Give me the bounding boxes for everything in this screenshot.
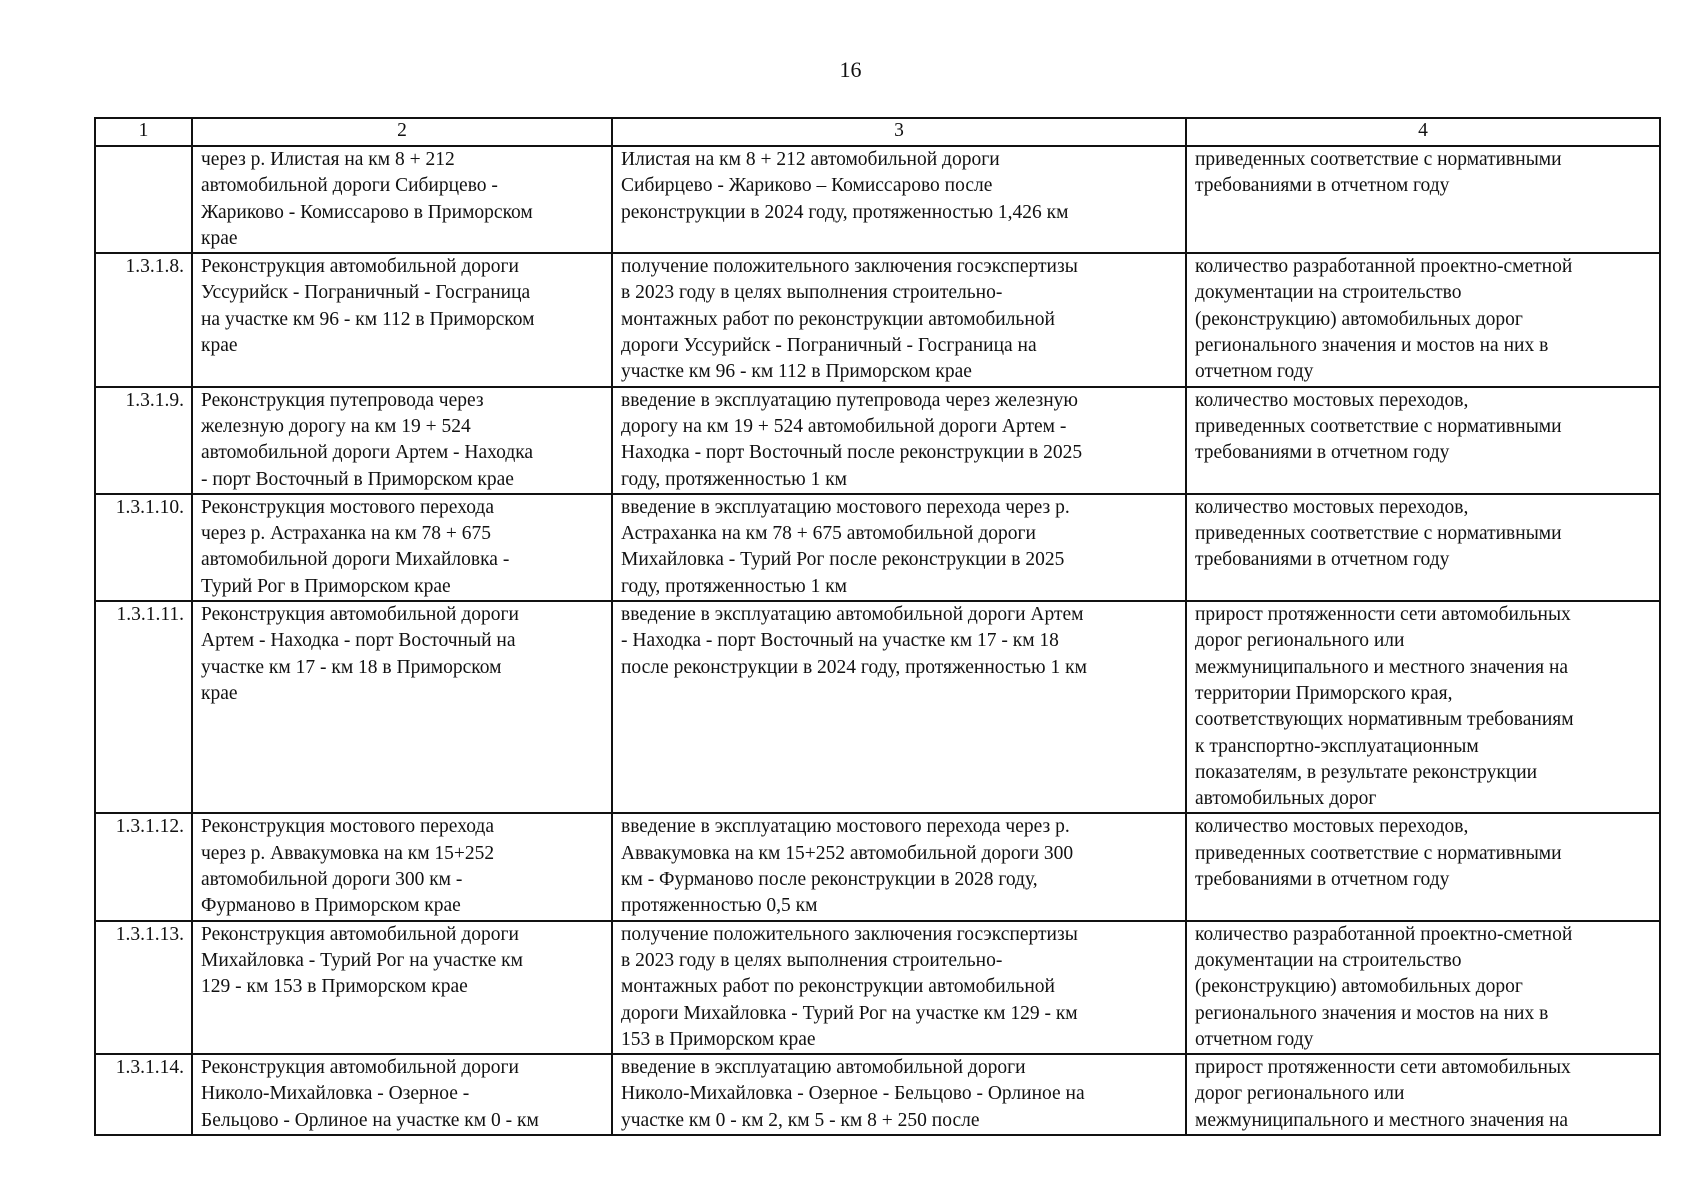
expected-result-text: Илистая на км 8 + 212 автомобильной дороги Сибирцево - Жариково – Комиссарово после реконструкции в 2024 году, протяженностью 1,426 км [621,149,1069,223]
row-number: 1.3.1.12. [95,813,192,920]
indicator [1186,813,1660,920]
row-number: 1.3.1.9. [95,387,192,494]
measure-name-text: Реконструкция автомобильной дороги Уссурийск - Пограничный - Госграница на участке км 96 - км 112 в Приморском крае [201,256,535,357]
expected-result [612,494,1186,601]
indicator-text: количество мостовых переходов, приведенных соответствие с нормативными требованиями в отчетном году [1195,496,1562,571]
indicator-text: прирост протяженности сети автомобильных дорог регионального или межмуниципального и местного значения на территории Приморского края, соответствующих нормативным требованиям к транспортно-эксплуатационным показателям, в результате реконструкции автомобильных дорог [1195,604,1574,810]
table-header-row [95,118,1660,146]
indicator-text: количество разработанной проектно-сметной документации на строительство (реконструкцию) автомобильных дорог регионального значения и мостов на них в отчетном году [1195,923,1573,1050]
indicator [1186,1054,1660,1135]
expected-result-text: введение в эксплуатацию путепровода через железную дорогу на км 19 + 524 автомобильной дороги Артем - Находка - порт Восточный после реконструкции в 2025 году, протяженностью 1 км [621,389,1083,490]
measure-name-text: Реконструкция автомобильной дороги Николо-Михайловка - Озерное - Бельцово - Орлиное на участке км 0 - км [201,1057,539,1131]
indicator-text: прирост протяженности сети автомобильных дорог регионального или межмуниципального и местного значения на [1195,1057,1571,1131]
row-number: 1.3.1.14. [95,1054,192,1135]
measure-name [192,494,612,601]
expected-result-text: введение в эксплуатацию автомобильной дороги Артем - Находка - порт Восточный на участке км 17 - км 18 после реконструкции в 2024 году, протяженностью 1 км [621,604,1087,678]
expected-result [612,813,1186,920]
indicator-text: количество разработанной проектно-сметной документации на строительство (реконструкцию) автомобильных дорог регионального значения и мостов на них в отчетном году [1195,256,1573,383]
indicator-text: приведенных соответствие с нормативными требованиями в отчетном году [1195,149,1562,197]
row-number [95,146,192,253]
row-number: 1.3.1.8. [95,253,192,386]
indicator [1186,387,1660,494]
measure-name [192,387,612,494]
table-row [95,601,1660,813]
header-col-1: 1 [95,118,192,146]
expected-result [612,921,1186,1054]
expected-result [612,253,1186,386]
expected-result-text: получение положительного заключения госэкспертизы в 2023 году в целях выполнения строительно- монтажных работ по реконструкции автомобильной дороги Уссурийск - Пограничный - Госграница на участке км 96 - км 112 в Приморском крае [621,256,1078,383]
expected-result [612,1054,1186,1135]
indicator [1186,253,1660,386]
measures-table [94,117,1661,1136]
table-row [95,813,1660,920]
indicator-text: количество мостовых переходов, приведенных соответствие с нормативными требованиями в отчетном году [1195,816,1562,891]
row-number: 1.3.1.13. [95,921,192,1054]
measure-name-text: Реконструкция автомобильной дороги Михайловка - Турий Рог на участке км 129 - км 153 в Приморском крае [201,923,523,998]
indicator [1186,146,1660,253]
measure-name-text: Реконструкция автомобильной дороги Артем - Находка - порт Восточный на участке км 17 - км 18 в Приморском крае [201,604,519,704]
measure-name [192,921,612,1054]
table-row [95,387,1660,494]
measure-name [192,1054,612,1135]
measure-name-text: Реконструкция мостового перехода через р. Аввакумовка на км 15+252 автомобильной дороги 300 км - Фурманово в Приморском крае [201,816,495,917]
header-col-4: 4 [1186,118,1660,146]
table-row [95,494,1660,601]
indicator [1186,494,1660,601]
header-col-2: 2 [192,118,612,146]
indicator [1186,601,1660,813]
table-row [95,1054,1660,1135]
page-number: 16 [839,57,862,82]
measure-name [192,601,612,813]
measure-name-text: через р. Илистая на км 8 + 212 автомобильной дороги Сибирцево - Жариково - Комиссарово в Приморском крае [201,149,533,249]
measure-name-text: Реконструкция путепровода через железную дорогу на км 19 + 524 автомобильной дороги Артем - Находка - порт Восточный в Приморском крае [201,389,534,490]
expected-result [612,601,1186,813]
table-row [95,146,1660,253]
measure-name [192,813,612,920]
indicator [1186,921,1660,1054]
expected-result-text: введение в эксплуатацию мостового перехода через р. Астраханка на км 78 + 675 автомобильной дороги Михайловка - Турий Рог после реконструкции в 2025 году, протяженностью 1 км [621,496,1070,597]
table-row [95,921,1660,1054]
measure-name-text: Реконструкция мостового перехода через р. Астраханка на км 78 + 675 автомобильной дороги Михайловка - Турий Рог в Приморском крае [201,496,510,597]
expected-result-text: введение в эксплуатацию автомобильной дороги Николо-Михайловка - Озерное - Бельцово - Орлиное на участке км 0 - км 2, км 5 - км 8 + 250 после [621,1057,1085,1131]
expected-result [612,387,1186,494]
expected-result-text: получение положительного заключения госэкспертизы в 2023 году в целях выполнения строительно- монтажных работ по реконструкции автомобильной дороги Михайловка - Турий Рог на участке км 129 - км 153 в Приморском крае [621,923,1078,1050]
header-col-3: 3 [612,118,1186,146]
measure-name [192,253,612,386]
expected-result [612,146,1186,253]
expected-result-text: введение в эксплуатацию мостового перехода через р. Аввакумовка на км 15+252 автомобильной дороги 300 км - Фурманово после реконструкции в 2028 году, протяженностью 0,5 км [621,816,1074,917]
measure-name [192,146,612,253]
row-number: 1.3.1.11. [95,601,192,813]
table-row [95,253,1660,386]
row-number: 1.3.1.10. [95,494,192,601]
indicator-text: количество мостовых переходов, приведенных соответствие с нормативными требованиями в отчетном году [1195,389,1562,464]
